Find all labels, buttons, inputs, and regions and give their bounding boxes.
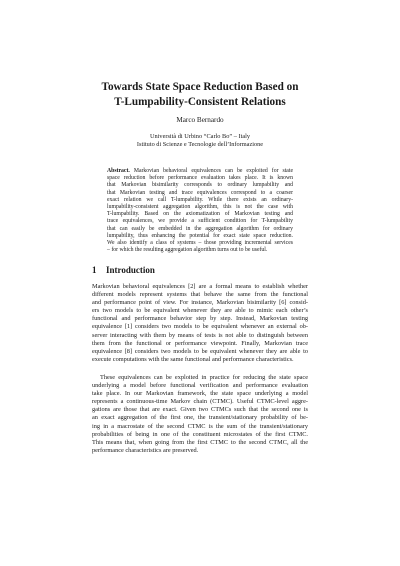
affiliation-line: Istituto di Scienze e Tecnologie dell’Informazione — [136, 141, 264, 148]
section-title: Introduction — [106, 265, 155, 275]
paragraph-line: server interacting with them by means of tests is not able to distinguish between — [92, 331, 308, 339]
abstract-label: Abstract. — [107, 168, 130, 174]
abstract-line: space reduction before performance evaluation takes place. It is known — [107, 175, 293, 182]
paragraph-line: equivalence [8] considers two models to be equivalent whenever they are able to — [92, 347, 308, 355]
author-line: Marco Bernardo — [176, 116, 224, 124]
paragraph-line: take place. In our Markovian framework, the state space underlying a model — [92, 390, 308, 398]
abstract-line: that can easily be embedded in the aggregation algorithm for ordinary — [107, 225, 293, 232]
paragraph-line: and performance point of view. For instance, Markovian bisimilarity [6] consid- — [92, 299, 308, 307]
paragraph-line: ers two models to be equivalent whenever they are able to mimic each other’s — [92, 307, 308, 315]
abstract-line: trace equivalences, we provide a sufficient condition for T-lumpability — [107, 218, 293, 225]
abstract-line: – for which the resulting aggregation algorithm turns out to be useful. — [107, 247, 268, 254]
paragraph-line: gations are those that are exact. Given two CTMCs such that the second one is — [92, 406, 308, 414]
abstract-line: that Markovian testing and trace equivalences correspond to a coarser — [107, 189, 293, 196]
paragraph-line: These equivalences can be exploited in practice for reducing the state space — [100, 374, 308, 381]
abstract-line: that Markovian bisimilarity corresponds to ordinary lumpability and — [107, 182, 293, 189]
paragraph-line: performance characteristics are preserved. — [92, 446, 199, 454]
intro-paragraph-2 — [92, 374, 308, 455]
paragraph-line: execute computations with the same functional and performance characteristics. — [92, 355, 294, 363]
paragraph-line: different models represent systems that behave the same from the functional — [92, 291, 308, 299]
paragraph-line: Markovian behavioral equivalences [2] are a formal means to establish whether — [92, 283, 308, 290]
abstract-line: lumpability, thus enhancing the potential for exact state space reduction. — [107, 232, 293, 239]
author-name — [60, 116, 340, 125]
abstract-line: We also identify a class of systems – those providing incremental services — [107, 240, 293, 247]
section-heading — [92, 265, 308, 276]
abstract-line: T-lumpability. Based on the axiomatization of Markovian testing and — [107, 211, 293, 218]
paragraph-line: equivalence [1] considers two models to be equivalent whenever an external ob- — [92, 323, 308, 331]
intro-paragraph-1 — [92, 283, 308, 364]
paragraph-line: underlying a model before functional verification and performance evaluation — [92, 382, 308, 390]
abstract-line: exact relation we call T-lumpability. While there exists an ordinary- — [107, 196, 293, 203]
section-number: 1 — [92, 265, 97, 275]
abstract-line: lumpability-consistent aggregation algorithm, this is not the case with — [107, 204, 293, 211]
paragraph-line: represents a continuous-time Markov chain (CTMC). Useful CTMC-level aggre- — [92, 398, 308, 406]
abstract — [107, 168, 293, 254]
paragraph-line: them from the functional or performance viewpoint. Finally, Markovian trace — [92, 339, 308, 347]
paragraph-line: an exact aggregation of the first one, the transient/stationary probability of be- — [92, 414, 308, 422]
paragraph-line: functional and performance behavior step by step. Instead, Markovian testing — [92, 315, 308, 323]
paragraph-line: probabilities of being in one of the constituent microstates of the first CTMC. — [92, 430, 308, 438]
title-line: Towards State Space Reduction Based on — [101, 81, 299, 93]
affiliation-line: Università di Urbino “Carlo Bo” – Italy — [149, 133, 251, 140]
paragraph-line: ing in a macrostate of the second CTMC is the sum of the transient/stationary — [92, 422, 308, 430]
paragraph-line: This means that, when going from the first CTMC to the second CTMC, all the — [92, 438, 308, 446]
paper-title — [60, 80, 340, 110]
title-line: T-Lumpability-Consistent Relations — [114, 96, 286, 108]
abstract-text: Markovian behavioral equivalences can be exploited for state — [133, 168, 294, 174]
affiliation — [60, 133, 340, 149]
